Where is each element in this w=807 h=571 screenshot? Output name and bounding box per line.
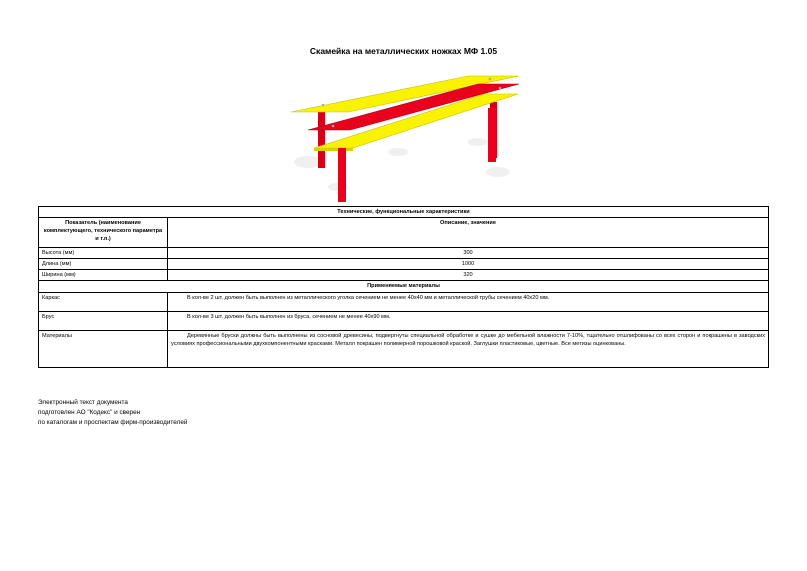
document-title: Скамейка на металлических ножках МФ 1.05 — [309, 46, 498, 56]
table-row — [39, 292, 769, 311]
material-desc: В кол-ве 2 шт. должен быть выполнен из металлического уголка сечением не менее 40х40 мм и металлической трубы сечением 40х20 мм. — [168, 292, 769, 311]
front-leg-left — [338, 148, 346, 202]
param-value: 300 — [168, 248, 769, 259]
spec-table — [38, 206, 769, 368]
table-row — [39, 311, 769, 330]
footer-line: Электронный текст документа — [38, 399, 128, 406]
back-leg-left — [318, 110, 325, 168]
material-name: Материалы — [39, 330, 168, 367]
table-row — [39, 330, 769, 367]
material-name: Брус — [39, 311, 168, 330]
material-name: Каркас — [39, 292, 168, 311]
column-header-value: Описание, значение — [168, 218, 769, 248]
table-section-header: Применяемые материалы — [39, 281, 769, 292]
table-row — [39, 270, 769, 281]
param-name: Ширина (мм) — [39, 270, 168, 281]
param-name: Высота (мм) — [39, 248, 168, 259]
footer-note — [38, 398, 187, 428]
table-row — [39, 248, 769, 259]
bench-image — [278, 62, 528, 202]
table-section-header: Технические, функциональные характеристики — [39, 207, 769, 218]
front-leg-right — [488, 108, 496, 162]
param-value: 1000 — [168, 259, 769, 270]
table-column-header — [39, 218, 769, 248]
param-name: Длина (мм) — [39, 259, 168, 270]
material-desc: В кол-ве 3 шт. должен быть выполнен из бруса, сечением не менее 40х90 мм. — [168, 311, 769, 330]
material-desc: Деревянные бруски должны быть выполнены из сосновой древесины, подвергнуты специальной обработке и сушке до мебельной влажности 7-10%, тщательно отшлифованы со всех сторон и покрашены в заводских условиях профессиональными двухкомпонентными красками. Металл покрашен полимерной порошковой краской. Заглушки пластиковые, цветные. Все метизы оцинкованы. — [168, 330, 769, 367]
table-row — [39, 259, 769, 270]
param-value: 320 — [168, 270, 769, 281]
column-header-param: Показатель (наименование комплектующего, технического параметра и т.п.) — [39, 218, 168, 248]
footer-line: по каталогам и проспектам фирм-производителей — [38, 418, 188, 426]
footer-line: подготовлен АО "Кодекс" и сверен — [38, 408, 141, 416]
